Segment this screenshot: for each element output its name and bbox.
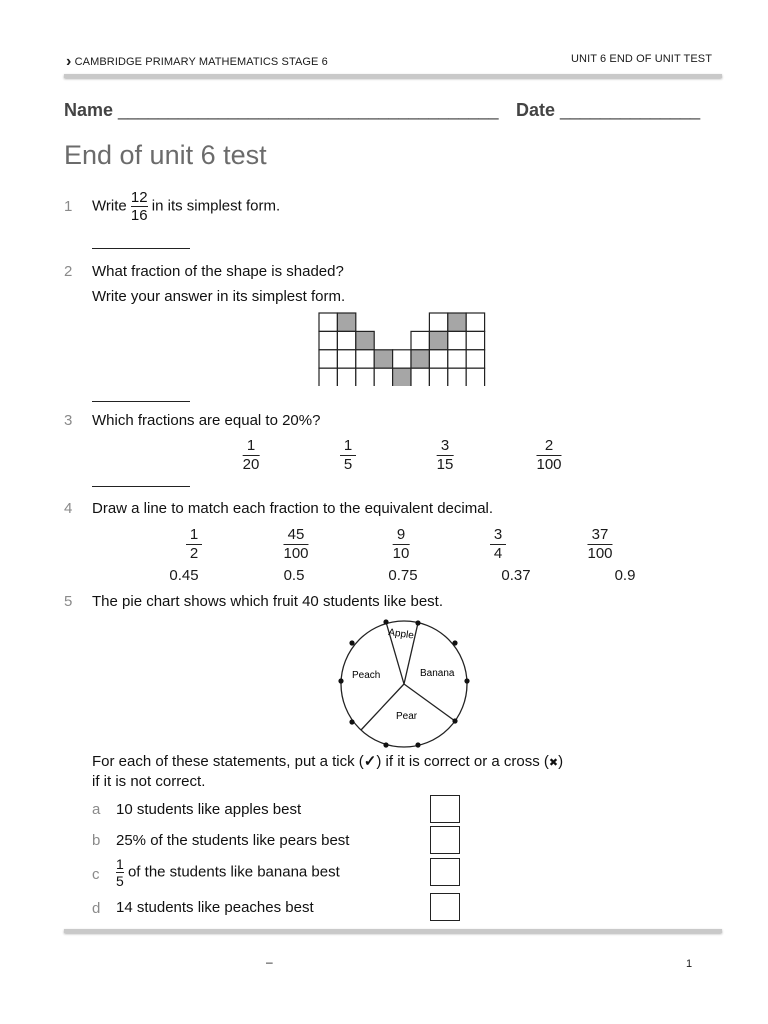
statement-d-text: 14 students like peaches best xyxy=(116,899,314,916)
fruit-pie-chart xyxy=(334,616,474,752)
answer-box-c[interactable] xyxy=(430,858,460,886)
grid-cell xyxy=(356,368,374,386)
q4-fraction-5[interactable]: 37 100 xyxy=(587,526,613,562)
course-title: CAMBRIDGE PRIMARY MATHEMATICS STAGE 6 xyxy=(74,56,328,68)
pie-dot xyxy=(415,742,420,747)
statement-a-text: 10 students like apples best xyxy=(116,801,302,818)
running-header-left xyxy=(66,53,328,71)
grid-cell xyxy=(429,368,447,386)
q4-decimal-2[interactable]: 0.5 xyxy=(283,567,305,584)
grid-cell xyxy=(337,368,355,386)
footer-dash: – xyxy=(266,955,273,969)
page-title: End of unit 6 test xyxy=(64,140,267,170)
name-field[interactable] xyxy=(64,100,498,121)
name-line: ______________________________________ xyxy=(118,100,499,120)
q5-instruction-line-1: For each of these statements, put a tick (✓) if it is correct or a cross (✖) xyxy=(92,753,564,770)
pie-label-apple: Apple xyxy=(387,627,415,642)
grid-cell xyxy=(337,350,355,368)
question-1-text: Write $\frac{12}{16}$ in its simplest form. xyxy=(92,189,281,224)
q5-instruction-line-2: if it is not correct. xyxy=(92,773,206,790)
statement-a-letter: a xyxy=(92,801,101,818)
grid-cell-shaded xyxy=(374,350,392,368)
pie-label-banana: Banana xyxy=(420,668,455,679)
statement-c-letter: c xyxy=(92,866,100,883)
q3-fraction-1: 1 20 xyxy=(242,437,260,473)
grid-cell xyxy=(393,350,411,368)
answer-box-b[interactable] xyxy=(430,826,460,854)
header-divider xyxy=(64,74,722,78)
question-4-text: Draw a line to match each fraction to the equivalent decimal. xyxy=(92,500,494,517)
q4-fraction-2[interactable]: 45 100 xyxy=(283,526,309,562)
question-number-4: 4 xyxy=(64,500,73,517)
pie-dot xyxy=(452,640,457,645)
grid-cell-shaded xyxy=(448,313,466,331)
chevron-right-icon: › xyxy=(66,53,72,70)
grid-cell xyxy=(337,331,355,349)
grid-cell-shaded xyxy=(429,331,447,349)
grid-cell xyxy=(429,313,447,331)
q3-fraction-3: 3 15 xyxy=(436,437,454,473)
grid-cell xyxy=(319,331,337,349)
shaded-shape-grid xyxy=(318,312,488,386)
grid-cell-shaded xyxy=(356,331,374,349)
answer-box-a[interactable] xyxy=(430,795,460,823)
grid-cell xyxy=(319,368,337,386)
cross-icon: ✖ xyxy=(548,757,559,769)
grid-cell xyxy=(448,331,466,349)
grid-cell-shaded xyxy=(393,368,411,386)
date-line: ______________ xyxy=(560,100,701,120)
pie-dot xyxy=(464,678,469,683)
grid-cell xyxy=(411,331,429,349)
grid-cell-shaded xyxy=(411,350,429,368)
pie-label-peach: Peach xyxy=(352,670,381,681)
question-number-3: 3 xyxy=(64,412,73,429)
grid-cell xyxy=(374,368,392,386)
question-number-1: 1 xyxy=(64,198,73,215)
q4-decimal-3[interactable]: 0.75 xyxy=(388,567,418,584)
q4-fraction-4[interactable]: 3 4 xyxy=(490,526,506,563)
pie-dot xyxy=(349,719,354,724)
grid-cell xyxy=(466,331,484,349)
q4-fraction-1[interactable]: 1 2 xyxy=(186,526,202,563)
pie-label-pear: Pear xyxy=(396,711,418,722)
running-header-right: UNIT 6 END OF UNIT TEST xyxy=(571,53,713,65)
question-3-text: Which fractions are equal to 20%? xyxy=(92,412,321,429)
fraction-1-5: $\frac{1}{5}$ xyxy=(116,856,124,889)
pie-dot xyxy=(349,640,354,645)
name-label: Name xyxy=(64,100,114,120)
footer-divider xyxy=(64,929,722,933)
page-number: 1 xyxy=(686,958,693,970)
statement-c-text: $\frac{1}{5}$ of the students like banana best xyxy=(116,856,340,889)
grid-cell xyxy=(319,350,337,368)
statement-b-letter: b xyxy=(92,832,101,849)
answer-line-2[interactable] xyxy=(92,401,190,402)
answer-line-3[interactable] xyxy=(92,486,190,487)
answer-box-d[interactable] xyxy=(430,893,460,921)
question-2-line-1: What fraction of the shape is shaded? xyxy=(92,263,344,280)
q4-decimal-4[interactable]: 0.37 xyxy=(501,567,531,584)
question-number-5: 5 xyxy=(64,593,73,610)
question-5-text: The pie chart shows which fruit 40 students like best. xyxy=(92,593,444,610)
pie-dot xyxy=(452,718,457,723)
grid-cell xyxy=(429,350,447,368)
date-field[interactable] xyxy=(516,100,700,121)
pie-dot xyxy=(383,619,388,624)
grid-cell xyxy=(448,368,466,386)
grid-cell xyxy=(466,350,484,368)
grid-cell xyxy=(319,313,337,331)
question-number-2: 2 xyxy=(64,263,73,280)
pie-divider-pear-peach xyxy=(361,684,404,730)
pie-dot xyxy=(338,678,343,683)
pie-dot xyxy=(415,620,420,625)
statement-d-letter: d xyxy=(92,900,101,917)
grid-cell xyxy=(466,368,484,386)
pie-dot xyxy=(383,742,388,747)
statement-b-text: 25% of the students like pears best xyxy=(116,832,350,849)
grid-cell xyxy=(356,350,374,368)
question-2-line-2: Write your answer in its simplest form. xyxy=(92,288,346,305)
grid-cell xyxy=(448,350,466,368)
q4-decimal-5[interactable]: 0.9 xyxy=(614,567,636,584)
fraction-12-16: $\frac{12}{16}$ xyxy=(130,189,148,224)
tick-icon: ✓ xyxy=(363,753,377,770)
q4-fraction-3[interactable]: 9 10 xyxy=(392,526,410,562)
q3-fraction-2: 1 5 xyxy=(340,437,356,474)
grid-cell xyxy=(466,313,484,331)
grid-cell-shaded xyxy=(337,313,355,331)
q3-fraction-4: 2 100 xyxy=(536,437,562,473)
grid-cell xyxy=(411,368,429,386)
q4-decimal-1[interactable]: 0.45 xyxy=(169,567,199,584)
answer-line-1[interactable] xyxy=(92,248,190,249)
date-label: Date xyxy=(516,100,556,120)
